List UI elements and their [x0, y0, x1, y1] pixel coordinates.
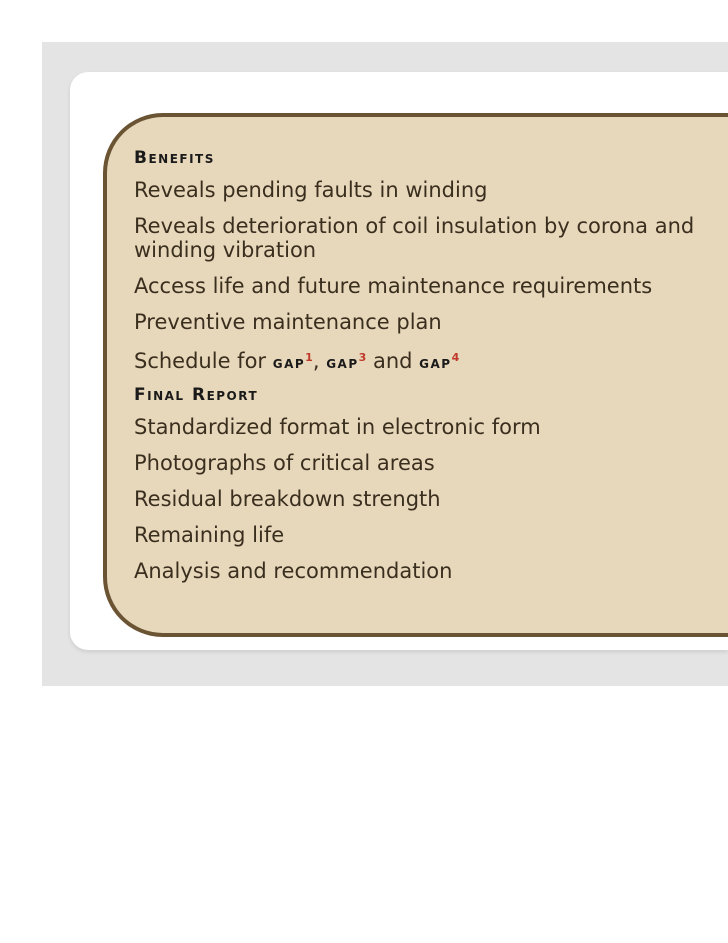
schedule-separator: and [366, 349, 420, 373]
benefits-heading: Benefits [134, 148, 215, 168]
benefit-item: Access life and future maintenance requirements [134, 274, 653, 298]
gap1-superscript: 1 [305, 351, 313, 364]
report-item: Standardized format in electronic form [134, 415, 541, 439]
report-item: Photographs of critical areas [134, 451, 435, 475]
report-item: Analysis and recommendation [134, 559, 453, 583]
report-item: Residual breakdown strength [134, 487, 441, 511]
final-report-heading: Final Report [134, 385, 259, 405]
gap3-term: gap$^3$ [326, 351, 367, 373]
schedule-item [134, 346, 728, 375]
schedule-prefix: Schedule for [134, 349, 273, 373]
benefit-item: Reveals pending faults in winding [134, 178, 488, 202]
schedule-separator: , [312, 349, 327, 373]
benefit-item: Preventive maintenance plan [134, 310, 442, 334]
gap4-superscript: 4 [451, 351, 460, 364]
gap3-superscript: 3 [358, 351, 367, 364]
gap1-term: gap$^1$ [272, 351, 313, 373]
report-item: Remaining life [134, 523, 285, 547]
benefit-item: Reveals deterioration of coil insulation by corona and winding vibration [134, 214, 695, 262]
gap4-term: gap$^4$ [419, 351, 460, 373]
slide-content [134, 146, 728, 595]
